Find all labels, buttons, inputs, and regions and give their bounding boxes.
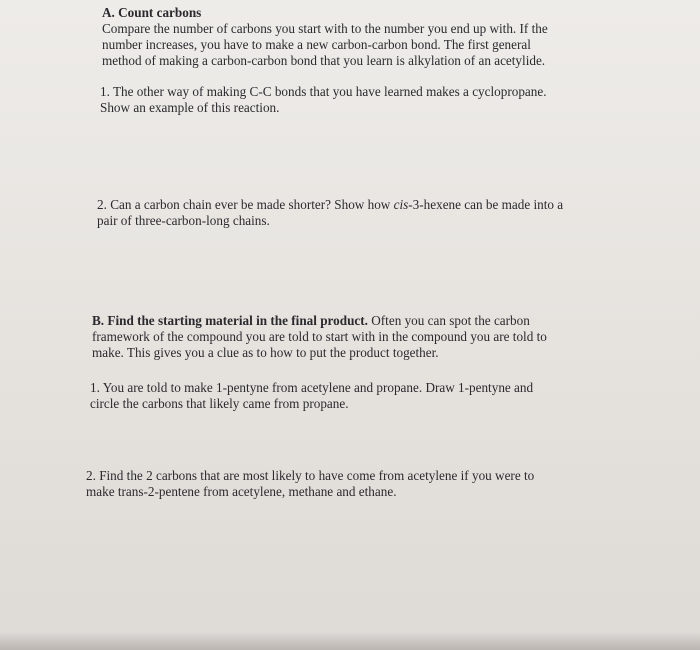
section-a-question-1-line-1: 1. The other way of making C-C bonds that you have learned makes a cyclopropane. xyxy=(100,84,547,99)
section-b-question-2-line-2: make trans-2-pentene from acetylene, methane and ethane. xyxy=(86,484,397,499)
section-b-question-1-line-1: 1. You are told to make 1-pentyne from acetylene and propane. Draw 1-pentyne and xyxy=(90,380,534,395)
section-b-intro-line-1: framework of the compound you are told to start with in the compound you are told to xyxy=(92,329,547,344)
section-b-question-2-line-1: 2. Find the 2 carbons that are most likely to have come from acetylene if you were to xyxy=(86,468,535,483)
page-bottom-shadow xyxy=(0,632,700,650)
section-a-question-2-line-2: pair of three-carbon-long chains. xyxy=(97,213,270,228)
section-b-heading-line xyxy=(92,313,530,329)
section-b-heading-rest: Often you can spot the carbon xyxy=(367,313,530,328)
question-2-text-end: -3-hexene can be made into a xyxy=(408,197,564,212)
question-2-cis-italic: cis xyxy=(393,197,409,212)
section-b-heading: B. Find the starting material in the final product. xyxy=(92,313,368,328)
question-2-text-start: 2. Can a carbon chain ever be made shorter? Show how xyxy=(97,197,394,212)
section-a-question-1-line-2: Show an example of this reaction. xyxy=(100,100,280,115)
section-a-intro-line-3: method of making a carbon-carbon bond that you learn is alkylation of an acetylide. xyxy=(102,53,546,68)
section-a-heading: A. Count carbons xyxy=(102,5,202,20)
section-a-question-2-line-1 xyxy=(97,197,563,213)
section-b-intro-line-2: make. This gives you a clue as to how to put the product together. xyxy=(92,345,439,360)
section-a-intro-line-2: number increases, you have to make a new carbon-carbon bond. The first general xyxy=(102,37,531,52)
section-b-question-1-line-2: circle the carbons that likely came from propane. xyxy=(90,396,349,411)
section-a-intro-line-1: Compare the number of carbons you start with to the number you end up with. If the xyxy=(102,21,548,36)
